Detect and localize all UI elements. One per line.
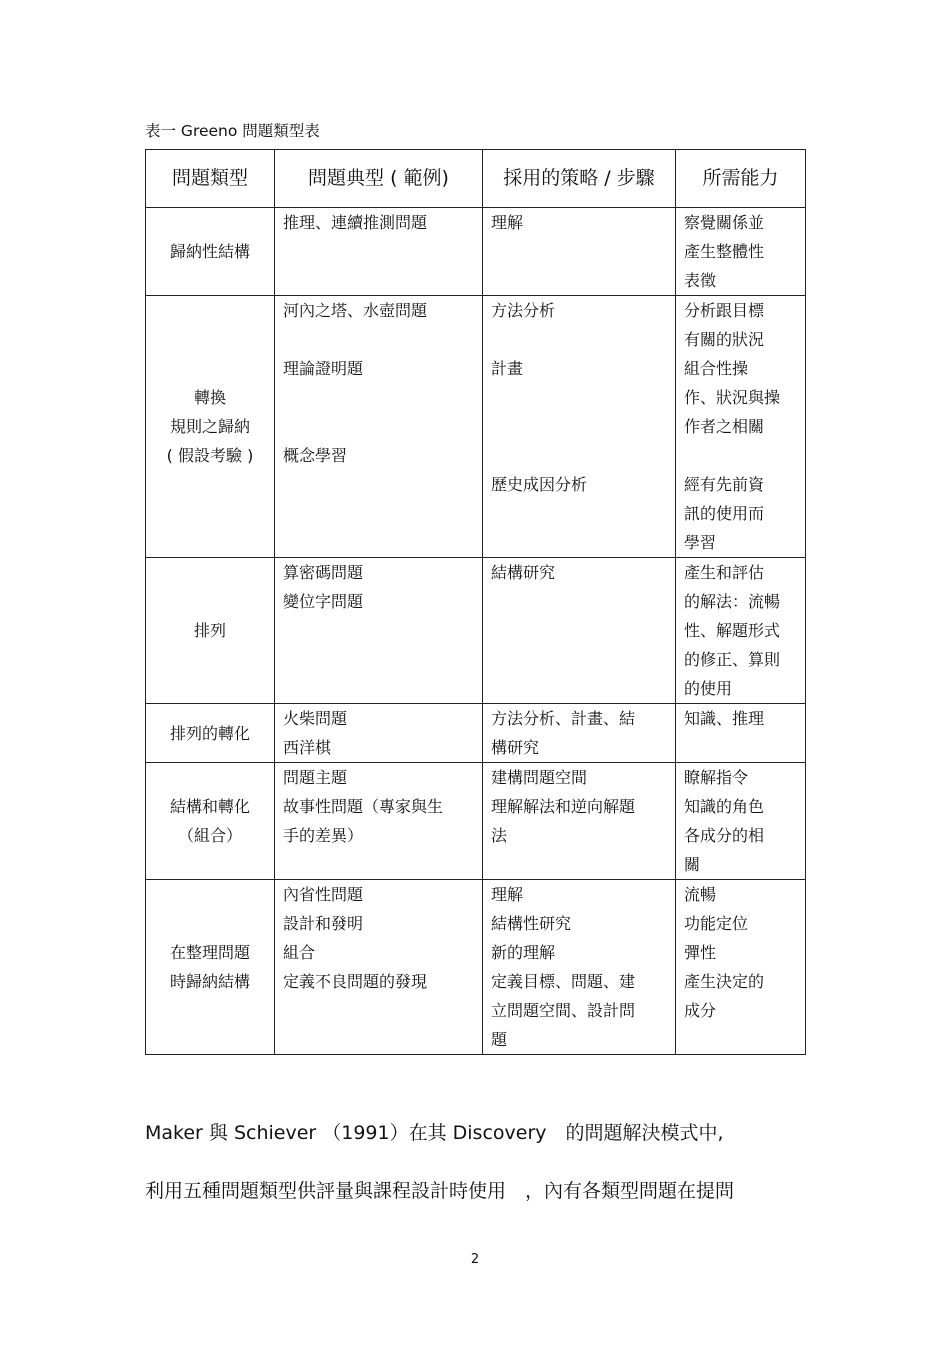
cell-line: 知識的角色: [684, 797, 765, 816]
cell-typical-example: [275, 880, 483, 1055]
cell-ability: [676, 208, 806, 296]
cell-line: 流暢: [684, 885, 717, 904]
cell-line: [283, 325, 474, 354]
cell-line: [491, 325, 667, 354]
cell-line: [283, 383, 474, 412]
cell-ability: [676, 763, 806, 880]
cell-line: 規則之歸納: [169, 417, 250, 436]
cell-line: 方法分析: [491, 301, 556, 320]
table-row: [146, 208, 806, 296]
cell-line: 產生決定的: [684, 972, 765, 991]
cell-line: 的解法：流暢: [684, 592, 781, 611]
header-strategy: 採用的策略 / 步驟: [483, 150, 676, 208]
cell-line: 在整理問題: [169, 943, 250, 962]
cell-line: 西洋棋: [283, 738, 332, 757]
cell-line: 排列: [193, 621, 226, 640]
cell-strategy: [483, 763, 676, 880]
cell-line: 組合: [283, 943, 316, 962]
cell-line: 理解: [491, 885, 524, 904]
cell-line: 新的理解: [491, 943, 556, 962]
cell-line: 建構問題空間: [491, 768, 588, 787]
cell-line: 算密碼問題: [283, 563, 364, 582]
cell-line: [491, 441, 667, 470]
header-typical-example: 問題典型 ( 範例): [275, 150, 483, 208]
cell-strategy: [483, 704, 676, 763]
cell-line: 設計和發明: [283, 914, 364, 933]
cell-typical-example: [275, 558, 483, 704]
cell-problem-type: [146, 880, 275, 1055]
cell-line: 訊的使用而: [684, 504, 765, 523]
cell-ability: [676, 880, 806, 1055]
body-paragraph-line-2: 利用五種問題類型供評量與課程設計時使用 ，內有各類型問題在提問: [145, 1180, 735, 1202]
cell-line: 法: [491, 826, 508, 845]
cell-line: 作者之相關: [684, 417, 765, 436]
table-row: [146, 558, 806, 704]
cell-line: 結構和轉化: [169, 797, 250, 816]
cell-line: 歷史成因分析: [491, 475, 588, 494]
cell-line: 變位字問題: [283, 592, 364, 611]
body-paragraph-line-1: Maker 與 Schiever （1991）在其 Discovery 的問題解決模式中,: [145, 1122, 724, 1144]
cell-line: 手的差異）: [283, 826, 364, 845]
cell-line: 分析跟目標: [684, 301, 765, 320]
greeno-problem-type-table: [145, 149, 806, 1055]
table-row: [146, 704, 806, 763]
cell-line: 瞭解指令: [684, 768, 749, 787]
cell-problem-type: [146, 296, 275, 558]
cell-problem-type: [146, 763, 275, 880]
table-caption: 表一 Greeno 問題類型表: [145, 122, 320, 140]
cell-line: 推理、連續推測問題: [283, 213, 428, 232]
cell-typical-example: [275, 704, 483, 763]
cell-line: 各成分的相: [684, 826, 765, 845]
table-row: [146, 880, 806, 1055]
table-header-row: [146, 150, 806, 208]
cell-line: 察覺關係並: [684, 213, 765, 232]
cell-line: 故事性問題（專家與生: [283, 797, 444, 816]
cell-line: 內省性問題: [283, 885, 364, 904]
page-number: 2: [470, 1252, 480, 1267]
cell-strategy: [483, 296, 676, 558]
cell-line: ( 假設考驗 ): [166, 446, 254, 465]
cell-typical-example: [275, 296, 483, 558]
cell-line: 河內之塔、水壺問題: [283, 301, 428, 320]
cell-line: 的修正、算則: [684, 650, 781, 669]
header-problem-type: 問題類型: [146, 150, 275, 208]
cell-line: 理論證明題: [283, 359, 364, 378]
cell-line: 問題主題: [283, 768, 348, 787]
cell-typical-example: [275, 208, 483, 296]
header-ability: 所需能力: [676, 150, 806, 208]
cell-line: 有關的狀況: [684, 330, 765, 349]
cell-line: 成分: [684, 1001, 717, 1020]
cell-typical-example: [275, 763, 483, 880]
cell-line: 經有先前資: [684, 475, 765, 494]
cell-line: 產生整體性: [684, 242, 765, 261]
cell-line: 知識、推理: [684, 709, 765, 728]
cell-ability: [676, 704, 806, 763]
cell-line: 定義目標、問題、建: [491, 972, 636, 991]
cell-line: 題: [491, 1030, 508, 1049]
cell-line: （組合）: [177, 826, 242, 845]
cell-problem-type: [146, 704, 275, 763]
cell-line: 結構研究: [491, 563, 556, 582]
cell-line: 關: [684, 855, 701, 874]
cell-line: 火柴問題: [283, 709, 348, 728]
cell-line: 表徵: [684, 271, 717, 290]
cell-line: 學習: [684, 533, 717, 552]
cell-line: 理解: [491, 213, 524, 232]
cell-line: [491, 412, 667, 441]
cell-line: 轉換: [193, 388, 226, 407]
cell-line: 方法分析、計畫、結: [491, 709, 636, 728]
cell-strategy: [483, 880, 676, 1055]
cell-line: [283, 412, 474, 441]
cell-line: 作、狀況與操: [684, 388, 781, 407]
table-row: [146, 763, 806, 880]
cell-line: 結構性研究: [491, 914, 572, 933]
cell-line: 計畫: [491, 359, 524, 378]
cell-line: 理解解法和逆向解題: [491, 797, 636, 816]
cell-ability: [676, 558, 806, 704]
cell-line: 歸納性結構: [169, 242, 250, 261]
cell-ability: [676, 296, 806, 558]
cell-line: 排列的轉化: [169, 723, 250, 743]
cell-line: 立問題空間、設計問: [491, 1001, 636, 1020]
cell-problem-type: [146, 208, 275, 296]
cell-line: 定義不良問題的發現: [283, 972, 428, 991]
cell-line: 概念學習: [283, 446, 348, 465]
cell-strategy: [483, 558, 676, 704]
cell-line: 的使用: [684, 679, 733, 698]
cell-line: 產生和評估: [684, 563, 765, 582]
cell-line: 彈性: [684, 943, 717, 962]
cell-line: [684, 441, 797, 470]
cell-problem-type: [146, 558, 275, 704]
cell-line: 功能定位: [684, 914, 749, 933]
cell-line: 組合性操: [684, 359, 749, 378]
cell-line: 時歸納結構: [169, 972, 250, 991]
table-row: [146, 296, 806, 558]
table-body: [146, 208, 806, 1055]
cell-line: [491, 383, 667, 412]
cell-line: 性、解題形式: [684, 621, 781, 640]
cell-strategy: [483, 208, 676, 296]
cell-line: 構研究: [491, 738, 540, 757]
